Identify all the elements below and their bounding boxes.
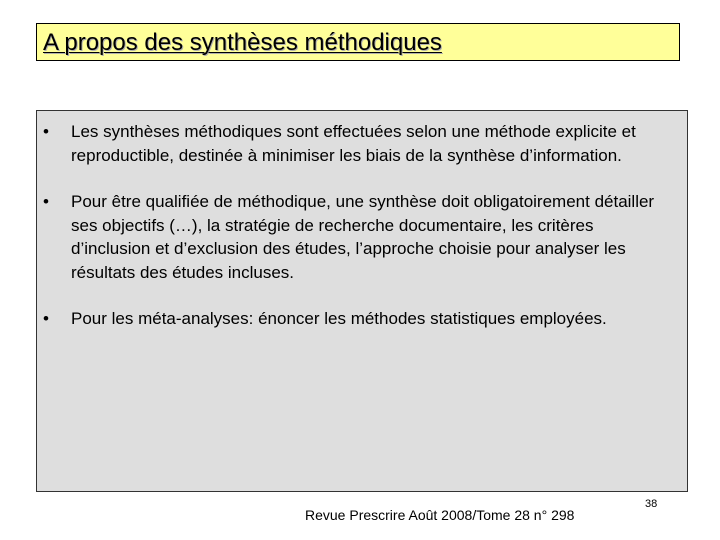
slide-title: A propos des synthèses méthodiques: [43, 29, 442, 56]
bullet-item-3: [37, 307, 687, 331]
title-banner: [36, 23, 680, 61]
source-citation: Revue Prescrire Août 2008/Tome 28 n° 298: [305, 507, 575, 523]
page-number: 38: [645, 498, 658, 510]
bullet-text: Pour les méta-analyses: énoncer les méthodes statistiques employées.: [71, 309, 607, 328]
bullet-text: Les synthèses méthodiques sont effectuées selon une méthode explicite et reproductible, destinée à minimiser les biais de la synthèse d’information.: [71, 122, 636, 165]
content-panel: [36, 110, 688, 492]
bullet-marker: •: [43, 122, 49, 141]
bullet-marker: •: [43, 309, 49, 328]
bullet-list: [37, 120, 687, 331]
bullet-marker: •: [43, 192, 49, 211]
bullet-item-2: [37, 190, 687, 284]
bullet-item-1: [37, 120, 687, 167]
bullet-text: Pour être qualifiée de méthodique, une synthèse doit obligatoirement détailler ses objectifs (…), la stratégie de recherche documentaire, les critères d’inclusion et d’exclusion des études, l’approche choisie pour analyser les résultats des études incluses.: [71, 192, 655, 282]
